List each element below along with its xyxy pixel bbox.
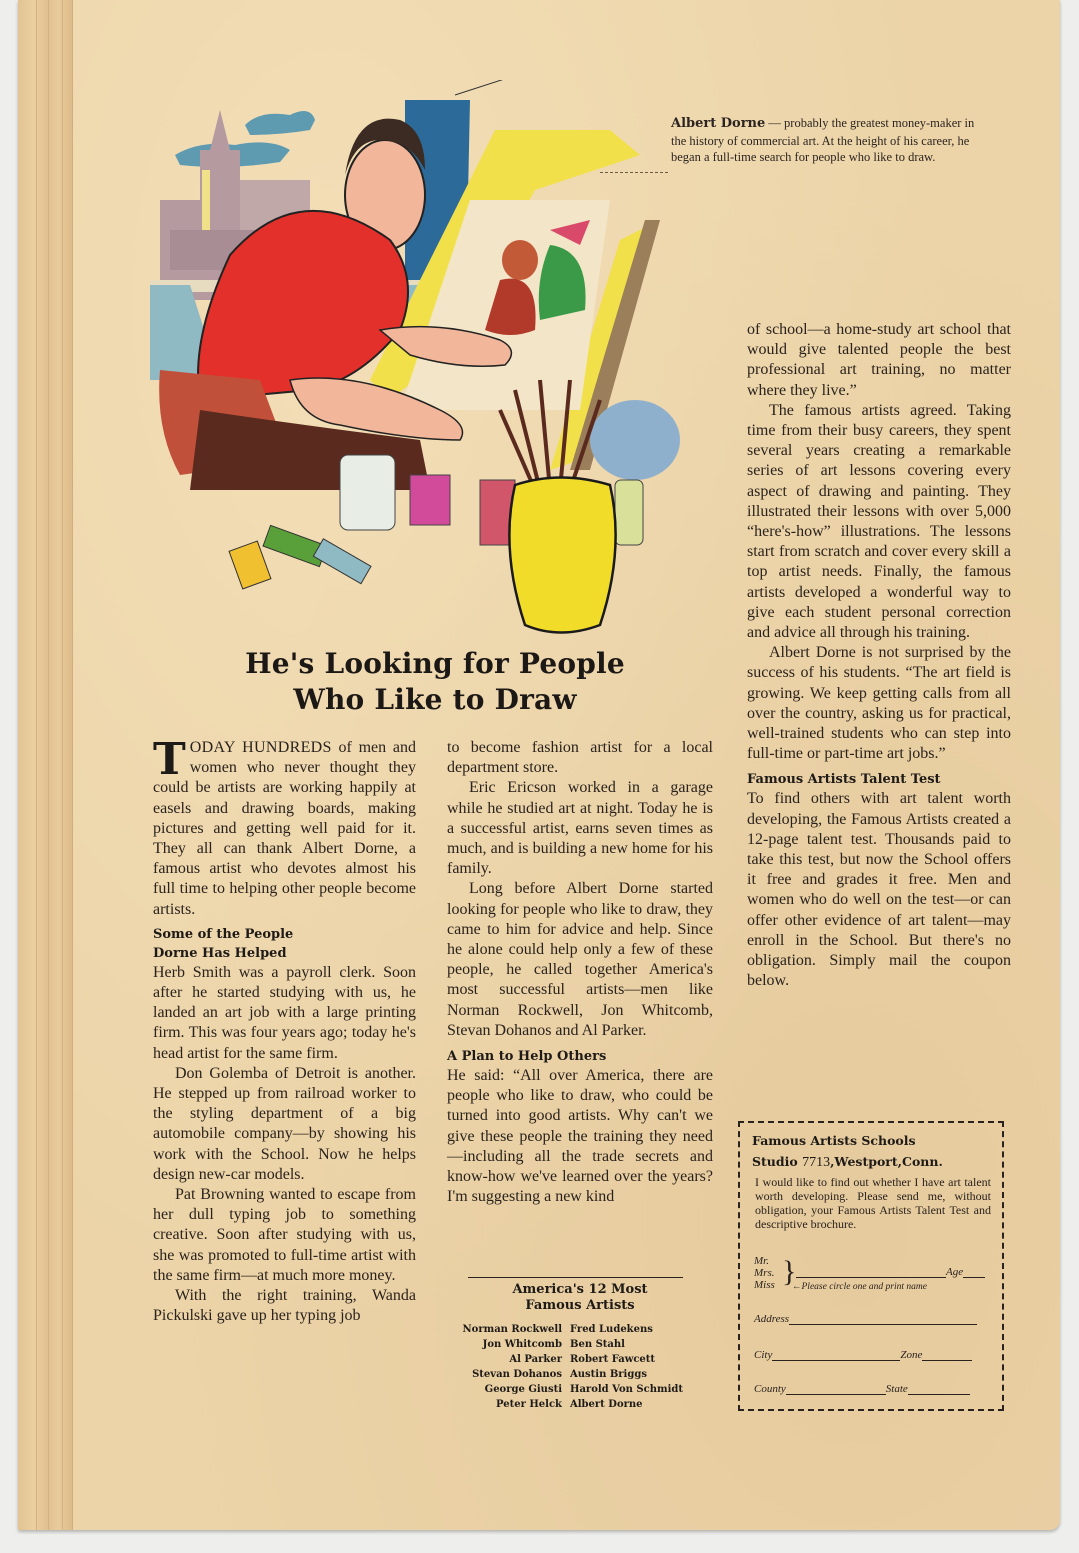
salutation-mr[interactable]: Mr. — [754, 1255, 769, 1267]
artist-name: Al Parker — [509, 1354, 562, 1365]
subhead-talent-test: Famous Artists Talent Test — [747, 772, 941, 788]
coupon-request-text: I would like to find out whether I have art talent worth developing. Please send me, without obligation, your Famous Artists Talent Test and descriptive brochure. — [755, 1175, 991, 1231]
county-label: County — [754, 1383, 786, 1395]
subhead-line-2: Dorne Has Helped — [153, 945, 287, 961]
studio-number: 7713 — [802, 1155, 831, 1170]
artist-name: Austin Briggs — [570, 1369, 647, 1380]
article-column-2 — [447, 738, 713, 1207]
name-input-line[interactable] — [796, 1266, 946, 1278]
mail-in-coupon[interactable] — [738, 1121, 1004, 1411]
headline-line-2: Who Like to Draw — [293, 683, 577, 716]
artist-row — [440, 1397, 730, 1412]
artist-name: George Giusti — [484, 1384, 562, 1395]
paragraph-herb-smith: Herb Smith was a payroll clerk. Soon after he started studying with us, he landed an art job with a large printing firm. This was four years ago; today he's head artist for the same firm. — [153, 963, 416, 1062]
paragraph-talent-test: To find others with art talent worth developing, the Famous Artists created a 12-page talent test. Thousands paid to take this test, but now the School offers it free and grades it free. Men and women who do well on the test—or can offer other evidence of art talent—may enroll in the School. But there's no obligation. Simply mail the coupon below. — [747, 790, 1011, 990]
coupon-address-line — [752, 1151, 1002, 1173]
illustration-artist-at-easel — [140, 80, 720, 650]
artist-name: Jon Whitcomb — [482, 1339, 562, 1350]
artist-row — [440, 1337, 730, 1352]
state-label: State — [885, 1383, 908, 1395]
paragraph-eric-ericson: Eric Ericson worked in a garage while he studied art at night. Today he is a successful artist, earns seven times as much, and is building a new home for his family. — [447, 779, 713, 878]
artist-name: Norman Rockwell — [462, 1324, 562, 1335]
salutation-mrs[interactable]: Mrs. — [754, 1267, 775, 1279]
address-input-line[interactable] — [789, 1313, 977, 1325]
famous-artists-title-line-2: Famous Artists — [525, 1298, 635, 1313]
headline — [205, 646, 665, 718]
city-input-line[interactable] — [772, 1349, 900, 1361]
studio-label: Studio — [752, 1154, 803, 1169]
divider-rule — [468, 1277, 683, 1278]
artist-row — [440, 1367, 730, 1382]
paragraph-of-school: of school—a home-study art school that would give talented people the best professional art training, no matter where they live.” — [747, 321, 1011, 399]
drop-cap: T — [153, 734, 186, 785]
artist-row — [440, 1322, 730, 1337]
address-field[interactable] — [754, 1313, 977, 1325]
salutation-options[interactable] — [754, 1255, 775, 1291]
article-column-1 — [153, 734, 416, 1326]
headline-line-1: He's Looking for People — [245, 647, 625, 680]
city-zone-field[interactable] — [754, 1349, 972, 1361]
artist-name: Harold Von Schmidt — [570, 1384, 683, 1395]
state-input-line[interactable] — [908, 1383, 970, 1395]
county-input-line[interactable] — [786, 1383, 886, 1395]
address-label: Address — [754, 1313, 790, 1325]
coupon-school-name: Famous Artists Schools — [752, 1133, 916, 1148]
artist-row — [440, 1382, 730, 1397]
paragraph-he-said: He said: “All over America, there are people who like to draw, who could be turned into good artists. Why can't we give these people the training they need—including all the trade secrets and know-how we've learned over the years? I'm suggesting a new kind — [447, 1067, 713, 1206]
lead-in-smallcaps: ODAY HUNDREDS — [189, 739, 332, 756]
artist-name: Ben Stahl — [570, 1339, 625, 1350]
paragraph-wanda-pickulski: With the right training, Wanda Pickulski gave up her typing job — [153, 1287, 416, 1325]
artist-name: Fred Ludekens — [570, 1324, 653, 1335]
artist-name: Stevan Dohanos — [472, 1369, 562, 1380]
subhead-line-1: Some of the People — [153, 926, 294, 942]
caption-leader-line — [600, 172, 668, 173]
artist-name: Peter Helck — [496, 1399, 562, 1410]
name-age-field[interactable] — [796, 1266, 985, 1278]
subhead-plan-to-help: A Plan to Help Others — [447, 1049, 607, 1065]
age-input-line[interactable] — [963, 1266, 985, 1278]
famous-artists-title — [447, 1282, 713, 1314]
article-column-3 — [747, 320, 1011, 992]
zone-input-line[interactable] — [922, 1349, 972, 1361]
caption-name: Albert Dorne — [671, 116, 766, 131]
studio-location: ,Westport,Conn. — [830, 1154, 943, 1169]
city-label: City — [754, 1349, 773, 1361]
paragraph-don-golemba: Don Golemba of Detroit is another. He stepped up from railroad worker to the styling department of a big automobile company—by showing his work with the School. Now he helps design new-car models. — [153, 1064, 416, 1183]
paragraph-long-before: Long before Albert Dorne started looking for people who like to draw, they came to him for advice and help. Since he alone could help only a few of these people, he called together America's most successful artists—men like Norman Rockwell, Jon Whitcomb, Stevan Dohanos and Al Parker. — [447, 880, 713, 1039]
age-label: Age — [946, 1266, 964, 1278]
famous-artists-title-line-1: America's 12 Most — [512, 1282, 648, 1297]
famous-artists-list — [440, 1322, 730, 1412]
subhead-people-helped — [153, 925, 416, 963]
brace-icon: } — [782, 1255, 797, 1288]
coupon-header — [752, 1130, 1002, 1173]
intro-paragraph: of men and women who never thought they could be artists are working happily at easels and drawing boards, making pictures and getting well paid for it. They all can thank Albert Dorne, a famous artist who devotes almost his full time to helping other people become artists. — [153, 739, 416, 918]
paragraph-artists-agreed: The famous artists agreed. Taking time from their busy careers, they spent several years creating a remarkable series of art lessons covering every aspect of drawing and painting. They illustrated their lessons with over 5,000 “here's-how” illustrations. The lessons start from scratch and cover every skill a top artist needs. Finally, the famous artists developed a wonderful way to give each student personal correction and advice all through his training. — [747, 401, 1011, 642]
artist-name: Robert Fawcett — [570, 1354, 656, 1365]
page-spine — [18, 0, 73, 1530]
artist-name: Albert Dorne — [570, 1399, 643, 1410]
paragraph-pat-browning: Pat Browning wanted to escape from her dull typing job to something creative. Soon after studying with us, she was promoted to full-time artist with the same firm—at much more money. — [153, 1186, 416, 1284]
zone-label: Zone — [900, 1349, 923, 1361]
salutation-miss[interactable]: Miss — [754, 1279, 775, 1291]
county-state-field[interactable] — [754, 1383, 970, 1395]
artist-row — [440, 1352, 730, 1367]
circle-instruction: ←Please circle one and print name — [792, 1282, 927, 1292]
paragraph-not-surprised: Albert Dorne is not surprised by the success of his students. “The art field is growing. We keep getting calls from all over the country, asking us for practical, well-trained students who can step into full-time or part-time art jobs.” — [747, 644, 1011, 763]
illustration-caption — [671, 115, 991, 166]
paragraph-fashion-artist: to become fashion artist for a local department store. — [447, 739, 713, 777]
caption-text: — probably the greatest money-maker in the history of commercial art. At the height of his career, he began a full-time search for people who like to draw. — [671, 116, 975, 164]
